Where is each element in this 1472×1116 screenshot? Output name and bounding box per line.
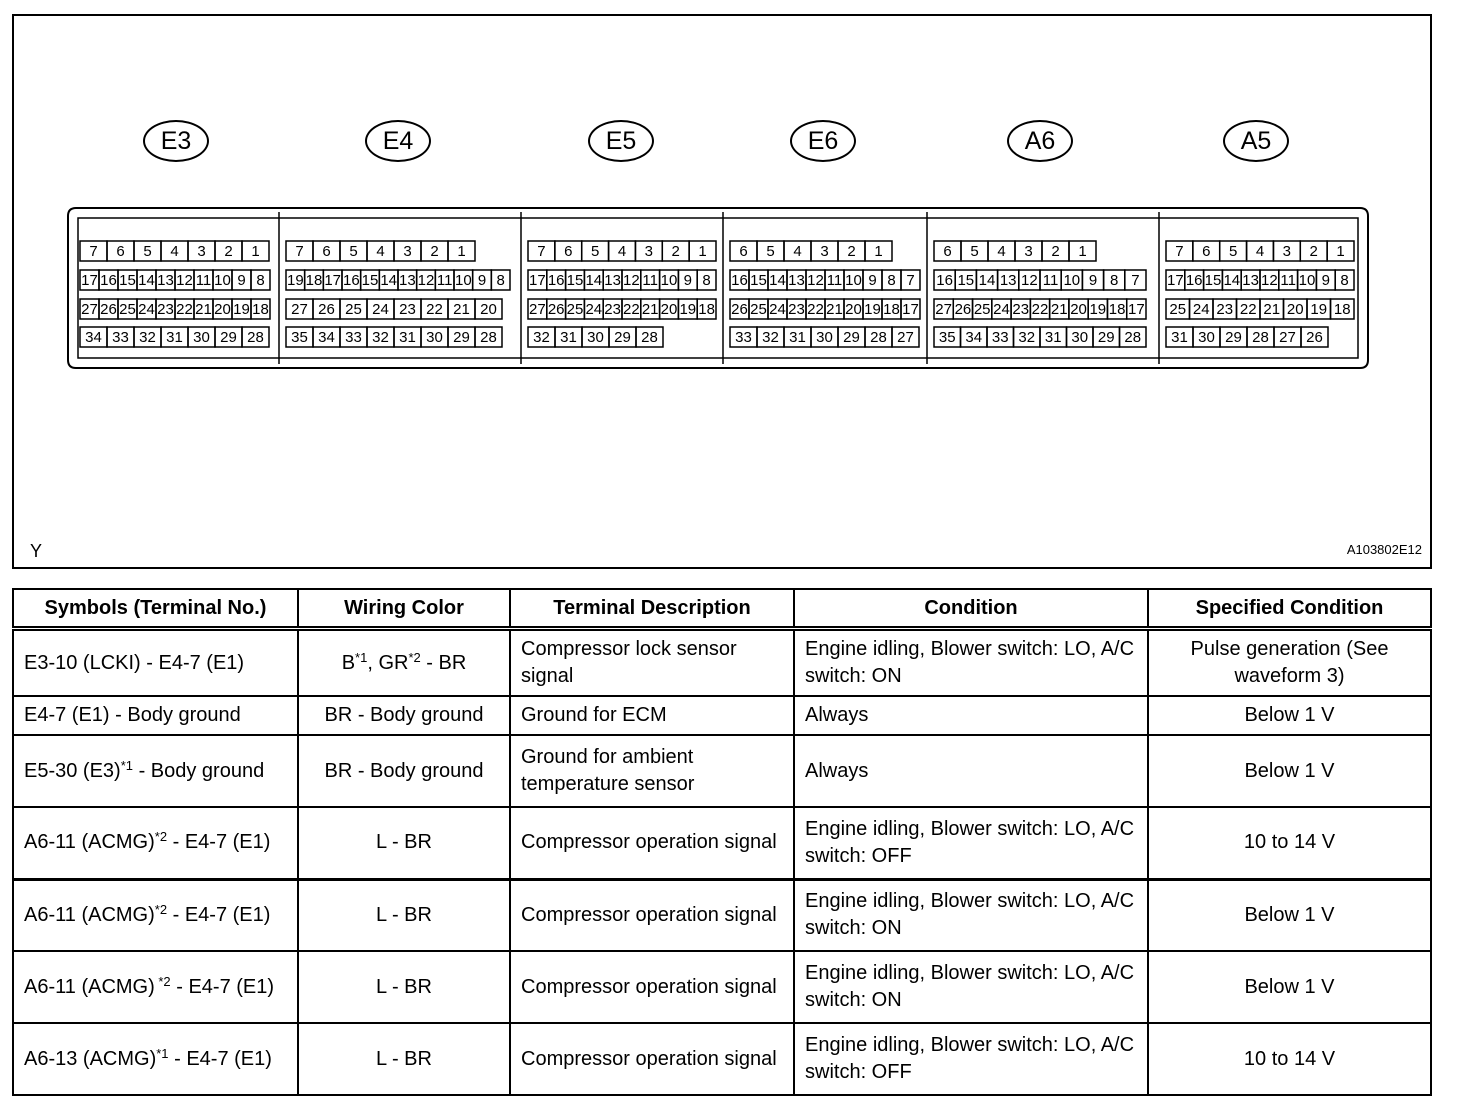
cell-wiring: L - BR: [298, 951, 510, 1023]
pin-number: 18: [1333, 301, 1351, 318]
pin-number: 6: [564, 243, 573, 260]
figure-code: A103802E12: [1346, 542, 1422, 557]
pin-number: 12: [807, 272, 824, 289]
pin-number: 12: [1261, 272, 1278, 289]
pin-number: 9: [868, 272, 877, 289]
pin-number: 9: [477, 272, 487, 289]
pin-number: 22: [623, 301, 640, 318]
pin-number: 14: [585, 272, 603, 289]
pin-number: 28: [247, 329, 264, 346]
pin-number: 28: [1252, 329, 1269, 346]
pin-number: 18: [1108, 301, 1126, 318]
cell-wiring: L - BR: [298, 1023, 510, 1095]
pin-number: 27: [935, 301, 952, 318]
pin-number: 13: [604, 272, 621, 289]
pin-number: 16: [342, 272, 360, 289]
pin-number: 27: [1279, 329, 1296, 346]
cell-description: Ground for ambient temperature sensor: [510, 735, 794, 807]
pin-number: 16: [731, 272, 748, 289]
pin-number: 5: [1228, 243, 1238, 260]
connector-e5-pins: [521, 212, 716, 364]
pin-number: 32: [372, 329, 389, 346]
table-row: [13, 807, 1431, 879]
pin-number: 5: [766, 243, 775, 260]
pin-number: 20: [1070, 301, 1087, 318]
pin-number: 31: [399, 329, 416, 346]
pin-number: 17: [324, 272, 342, 289]
pin-number: 21: [1263, 301, 1281, 318]
pin-number: 27: [291, 301, 308, 318]
pin-number: 29: [1097, 329, 1115, 346]
pin-number: 32: [762, 329, 779, 346]
pin-number: 6: [116, 243, 125, 260]
pin-number: 13: [157, 272, 174, 289]
pin-number: 22: [807, 301, 824, 318]
pin-number: 13: [398, 272, 416, 289]
pin-number: 4: [1255, 243, 1265, 260]
cell-condition: Always: [794, 735, 1148, 807]
pin-number: 17: [81, 272, 98, 289]
pin-number: 29: [843, 329, 860, 346]
terminal-spec-table: [12, 588, 1432, 1096]
pin-number: 20: [660, 301, 678, 318]
pin-number: 23: [1012, 301, 1030, 318]
pin-number: 27: [529, 301, 546, 318]
pin-number: 6: [322, 243, 331, 260]
pin-number: 7: [89, 243, 98, 260]
pin-number: 32: [533, 329, 550, 346]
pin-number: 13: [1242, 272, 1259, 289]
cell-wiring: L - BR: [298, 879, 510, 951]
pin-number: 12: [417, 272, 435, 289]
pin-number: 35: [291, 329, 308, 346]
pin-number: 16: [1185, 272, 1203, 289]
connector-label-a5: A5: [1223, 120, 1289, 162]
pin-number: 3: [403, 243, 412, 260]
pin-number: 20: [1286, 301, 1304, 318]
pin-number: 12: [1021, 272, 1038, 289]
cell-spec: Below 1 V: [1148, 696, 1431, 735]
cell-description: Compressor operation signal: [510, 807, 794, 879]
table-row: [13, 735, 1431, 807]
pin-number: 24: [138, 301, 155, 318]
pin-number: 28: [870, 329, 887, 346]
pin-number: 17: [1128, 301, 1145, 318]
pin-number: 10: [454, 272, 472, 289]
pin-number: 24: [372, 301, 389, 318]
pin-number: 20: [845, 301, 862, 318]
pin-number: 3: [197, 243, 206, 260]
pin-number: 6: [739, 243, 748, 260]
pin-number: 26: [547, 301, 565, 318]
pin-number: 22: [426, 301, 443, 318]
pin-number: 23: [604, 301, 621, 318]
cell-spec: 10 to 14 V: [1148, 807, 1431, 879]
pin-number: 19: [864, 301, 881, 318]
pin-number: 8: [256, 272, 265, 289]
connector-label-e3: E3: [143, 120, 209, 162]
pin-number: 21: [453, 301, 470, 318]
ecm-connector-face: [14, 16, 1430, 567]
pin-number: 15: [566, 272, 584, 289]
cell-description: Compressor operation signal: [510, 1023, 794, 1095]
pin-number: 14: [1223, 272, 1241, 289]
pin-number: 26: [1306, 329, 1323, 346]
pin-number: 29: [220, 329, 237, 346]
pin-number: 33: [735, 329, 752, 346]
cell-condition: Engine idling, Blower switch: LO, A/C switch: OFF: [794, 1023, 1148, 1095]
pin-number: 26: [318, 301, 335, 318]
cell-spec: Below 1 V: [1148, 951, 1431, 1023]
pin-number: 8: [496, 272, 505, 289]
pin-number: 1: [698, 243, 707, 260]
pin-number: 14: [138, 272, 155, 289]
pin-number: 4: [376, 243, 385, 260]
pin-number: 16: [936, 272, 953, 289]
pin-number: 10: [660, 272, 678, 289]
pin-number: 2: [1051, 243, 1060, 260]
pin-number: 26: [100, 301, 117, 318]
cell-description: Ground for ECM: [510, 696, 794, 735]
connector-a5-pins: [1159, 212, 1354, 364]
pin-number: 18: [252, 301, 269, 318]
pin-number: 30: [1071, 329, 1089, 346]
pin-number: 1: [457, 243, 466, 260]
pin-number: 25: [345, 301, 362, 318]
connector-e4-pins: [279, 212, 510, 364]
pin-number: 9: [1321, 272, 1330, 289]
pin-number: 31: [789, 329, 806, 346]
pin-number: 21: [826, 301, 843, 318]
cell-condition: Engine idling, Blower switch: LO, A/C switch: ON: [794, 951, 1148, 1023]
cell-condition: Engine idling, Blower switch: LO, A/C switch: ON: [794, 629, 1148, 697]
pin-number: 34: [85, 329, 102, 346]
pin-number: 31: [1044, 329, 1062, 346]
pin-number: 2: [1309, 243, 1318, 260]
pin-number: 14: [769, 272, 786, 289]
pin-number: 10: [845, 272, 862, 289]
pin-number: 30: [816, 329, 833, 346]
corner-letter: Y: [30, 541, 43, 561]
pin-number: 20: [480, 301, 497, 318]
pin-number: 14: [978, 272, 996, 289]
table-row: [13, 879, 1431, 951]
pin-number: 4: [617, 243, 627, 260]
cell-wiring: BR - Body ground: [298, 696, 510, 735]
connector-label-e5: E5: [588, 120, 654, 162]
pin-number: 31: [560, 329, 577, 346]
pin-number: 34: [318, 329, 335, 346]
pin-number: 33: [112, 329, 129, 346]
cell-symbol: A6-13 (ACMG)$^{*1}$ - E4-7 (E1): [13, 1023, 298, 1095]
pin-number: 1: [874, 243, 883, 260]
cell-description: Compressor operation signal: [510, 951, 794, 1023]
pin-number: 5: [590, 243, 600, 260]
pin-number: 17: [902, 301, 919, 318]
pin-number: 16: [100, 272, 117, 289]
pin-number: 35: [938, 329, 956, 346]
pin-number: 22: [176, 301, 193, 318]
pin-number: 18: [305, 272, 323, 289]
pin-number: 19: [233, 301, 250, 318]
pin-number: 28: [480, 329, 497, 346]
pin-number: 10: [1063, 272, 1081, 289]
pin-number: 3: [820, 243, 829, 260]
pin-number: 30: [1198, 329, 1215, 346]
pin-number: 29: [453, 329, 470, 346]
header-terminal-description: Terminal Description: [510, 589, 794, 629]
cell-wiring: L - BR: [298, 807, 510, 879]
cell-condition: Always: [794, 696, 1148, 735]
header-condition: Condition: [794, 589, 1148, 629]
pin-number: 25: [750, 301, 767, 318]
pin-number: 31: [166, 329, 183, 346]
pin-number: 25: [973, 301, 991, 318]
connector-label-e4: E4: [365, 120, 431, 162]
table-row: [13, 629, 1431, 697]
cell-symbol: E4-7 (E1) - Body ground: [13, 696, 298, 735]
pin-number: 34: [965, 329, 983, 346]
pin-number: 28: [641, 329, 658, 346]
pin-number: 21: [641, 301, 659, 318]
pin-number: 3: [1024, 243, 1033, 260]
table-row: [13, 696, 1431, 735]
pin-number: 4: [793, 243, 802, 260]
pin-number: 11: [826, 272, 843, 289]
pin-number: 23: [399, 301, 416, 318]
pin-number: 18: [698, 301, 715, 318]
cell-condition: Engine idling, Blower switch: LO, A/C switch: OFF: [794, 807, 1148, 879]
pin-number: 10: [1298, 272, 1316, 289]
pin-number: 30: [587, 329, 604, 346]
pin-number: 12: [176, 272, 193, 289]
pin-number: 11: [1042, 272, 1059, 289]
pin-number: 8: [1340, 272, 1349, 289]
pin-number: 11: [195, 272, 212, 289]
pin-number: 2: [847, 243, 856, 260]
pin-number: 7: [906, 272, 915, 289]
table-row: [13, 951, 1431, 1023]
pin-number: 7: [537, 243, 546, 260]
pin-number: 8: [1110, 272, 1119, 289]
cell-description: Compressor lock sensor signal: [510, 629, 794, 697]
cell-symbol: E3-10 (LCKI) - E4-7 (E1): [13, 629, 298, 697]
pin-number: 26: [731, 301, 748, 318]
pin-number: 33: [991, 329, 1009, 346]
cell-condition: Engine idling, Blower switch: LO, A/C switch: ON: [794, 879, 1148, 951]
pin-number: 20: [214, 301, 231, 318]
pin-number: 17: [529, 272, 546, 289]
connector-diagram: [12, 14, 1432, 569]
pin-number: 12: [623, 272, 640, 289]
connector-e6-pins: [723, 212, 920, 364]
pin-number: 8: [887, 272, 896, 289]
cell-wiring: $B^{*1}$, GR$^{*2}$ - BR: [298, 629, 510, 697]
connector-label-a6: A6: [1007, 120, 1073, 162]
cell-symbol: E5-30 $(E3)^{*1}$ - Body ground: [13, 735, 298, 807]
connector-label-e6: E6: [790, 120, 856, 162]
pin-number: 9: [237, 272, 246, 289]
pin-number: 21: [1050, 301, 1068, 318]
pin-number: 10: [214, 272, 231, 289]
pin-number: 6: [1202, 243, 1211, 260]
table-header-row: [13, 589, 1431, 629]
pin-number: 21: [195, 301, 212, 318]
pin-number: 15: [957, 272, 975, 289]
pin-number: 1: [251, 243, 260, 260]
pin-number: 11: [642, 272, 658, 289]
pin-number: 14: [380, 272, 398, 289]
pin-number: 29: [614, 329, 631, 346]
pin-number: 15: [750, 272, 767, 289]
pin-number: 7: [1175, 243, 1184, 260]
pin-number: 27: [81, 301, 98, 318]
pin-number: 24: [993, 301, 1010, 318]
pin-number: 1: [1336, 243, 1345, 260]
cell-spec: 10 to 14 V: [1148, 1023, 1431, 1095]
pin-number: 15: [1204, 272, 1222, 289]
pin-number: 22: [1239, 301, 1257, 318]
pin-number: 1: [1078, 243, 1087, 260]
pin-number: 5: [970, 243, 979, 260]
pin-number: 32: [1018, 329, 1036, 346]
connector-e3-pins: [80, 241, 270, 347]
pin-number: 16: [547, 272, 565, 289]
pin-number: 9: [683, 272, 692, 289]
pin-number: 30: [426, 329, 443, 346]
pin-number: 9: [1088, 272, 1098, 289]
pin-number: 2: [224, 243, 233, 260]
cell-description: Compressor operation signal: [510, 879, 794, 951]
pin-number: 5: [143, 243, 152, 260]
pin-number: 11: [1280, 272, 1296, 289]
pin-number: 24: [585, 301, 603, 318]
pin-number: 19: [1089, 301, 1107, 318]
pin-number: 23: [788, 301, 805, 318]
pin-number: 30: [193, 329, 210, 346]
pin-number: 24: [769, 301, 786, 318]
pin-number: 32: [139, 329, 156, 346]
cell-symbol: A6-11 (ACMG) $^{*2}$ - E4-7 (E1): [13, 951, 298, 1023]
pin-number: 4: [997, 243, 1006, 260]
table-row: [13, 1023, 1431, 1095]
pin-number: 8: [702, 272, 711, 289]
pin-number: 25: [119, 301, 136, 318]
pin-number: 15: [119, 272, 136, 289]
header-wiring-color: Wiring Color: [298, 589, 510, 629]
pin-number: 28: [1124, 329, 1142, 346]
pin-number: 24: [1192, 301, 1210, 318]
pin-number: 4: [170, 243, 179, 260]
pin-number: 25: [566, 301, 584, 318]
pin-number: 19: [1310, 301, 1328, 318]
pin-number: 2: [671, 243, 680, 260]
cell-spec: Pulse generation (See waveform 3): [1148, 629, 1431, 697]
pin-number: 13: [999, 272, 1017, 289]
connector-a6-pins: [927, 212, 1146, 364]
pin-number: 33: [345, 329, 362, 346]
pin-number: 2: [430, 243, 439, 260]
pin-number: 31: [1171, 329, 1188, 346]
pin-number: 15: [361, 272, 379, 289]
pin-number: 25: [1169, 301, 1187, 318]
header-symbols: Symbols (Terminal No.): [13, 589, 298, 629]
pin-number: 7: [1131, 272, 1140, 289]
cell-symbol: A6-11 (ACMG)$^{*2}$ - E4-7 (E1): [13, 807, 298, 879]
pin-number: 23: [157, 301, 174, 318]
pin-number: 7: [295, 243, 304, 260]
header-specified-condition: Specified Condition: [1148, 589, 1431, 629]
pin-number: 29: [1225, 329, 1242, 346]
pin-number: 11: [436, 272, 453, 289]
cell-spec: Below 1 V: [1148, 879, 1431, 951]
cell-spec: Below 1 V: [1148, 735, 1431, 807]
pin-number: 22: [1031, 301, 1049, 318]
pin-number: 23: [1216, 301, 1234, 318]
pin-number: 3: [1282, 243, 1292, 260]
pin-number: 26: [954, 301, 972, 318]
pin-number: 18: [883, 301, 900, 318]
pin-number: 5: [349, 243, 358, 260]
pin-number: 17: [1167, 272, 1184, 289]
pin-number: 19: [286, 272, 304, 289]
pin-number: 6: [943, 243, 952, 260]
pin-number: 19: [679, 301, 697, 318]
cell-symbol: A6-11 (ACMG)$^{*2}$ - E4-7 (E1): [13, 879, 298, 951]
pin-number: 3: [644, 243, 654, 260]
pin-number: 13: [788, 272, 805, 289]
pin-number: 27: [897, 329, 914, 346]
cell-wiring: BR - Body ground: [298, 735, 510, 807]
